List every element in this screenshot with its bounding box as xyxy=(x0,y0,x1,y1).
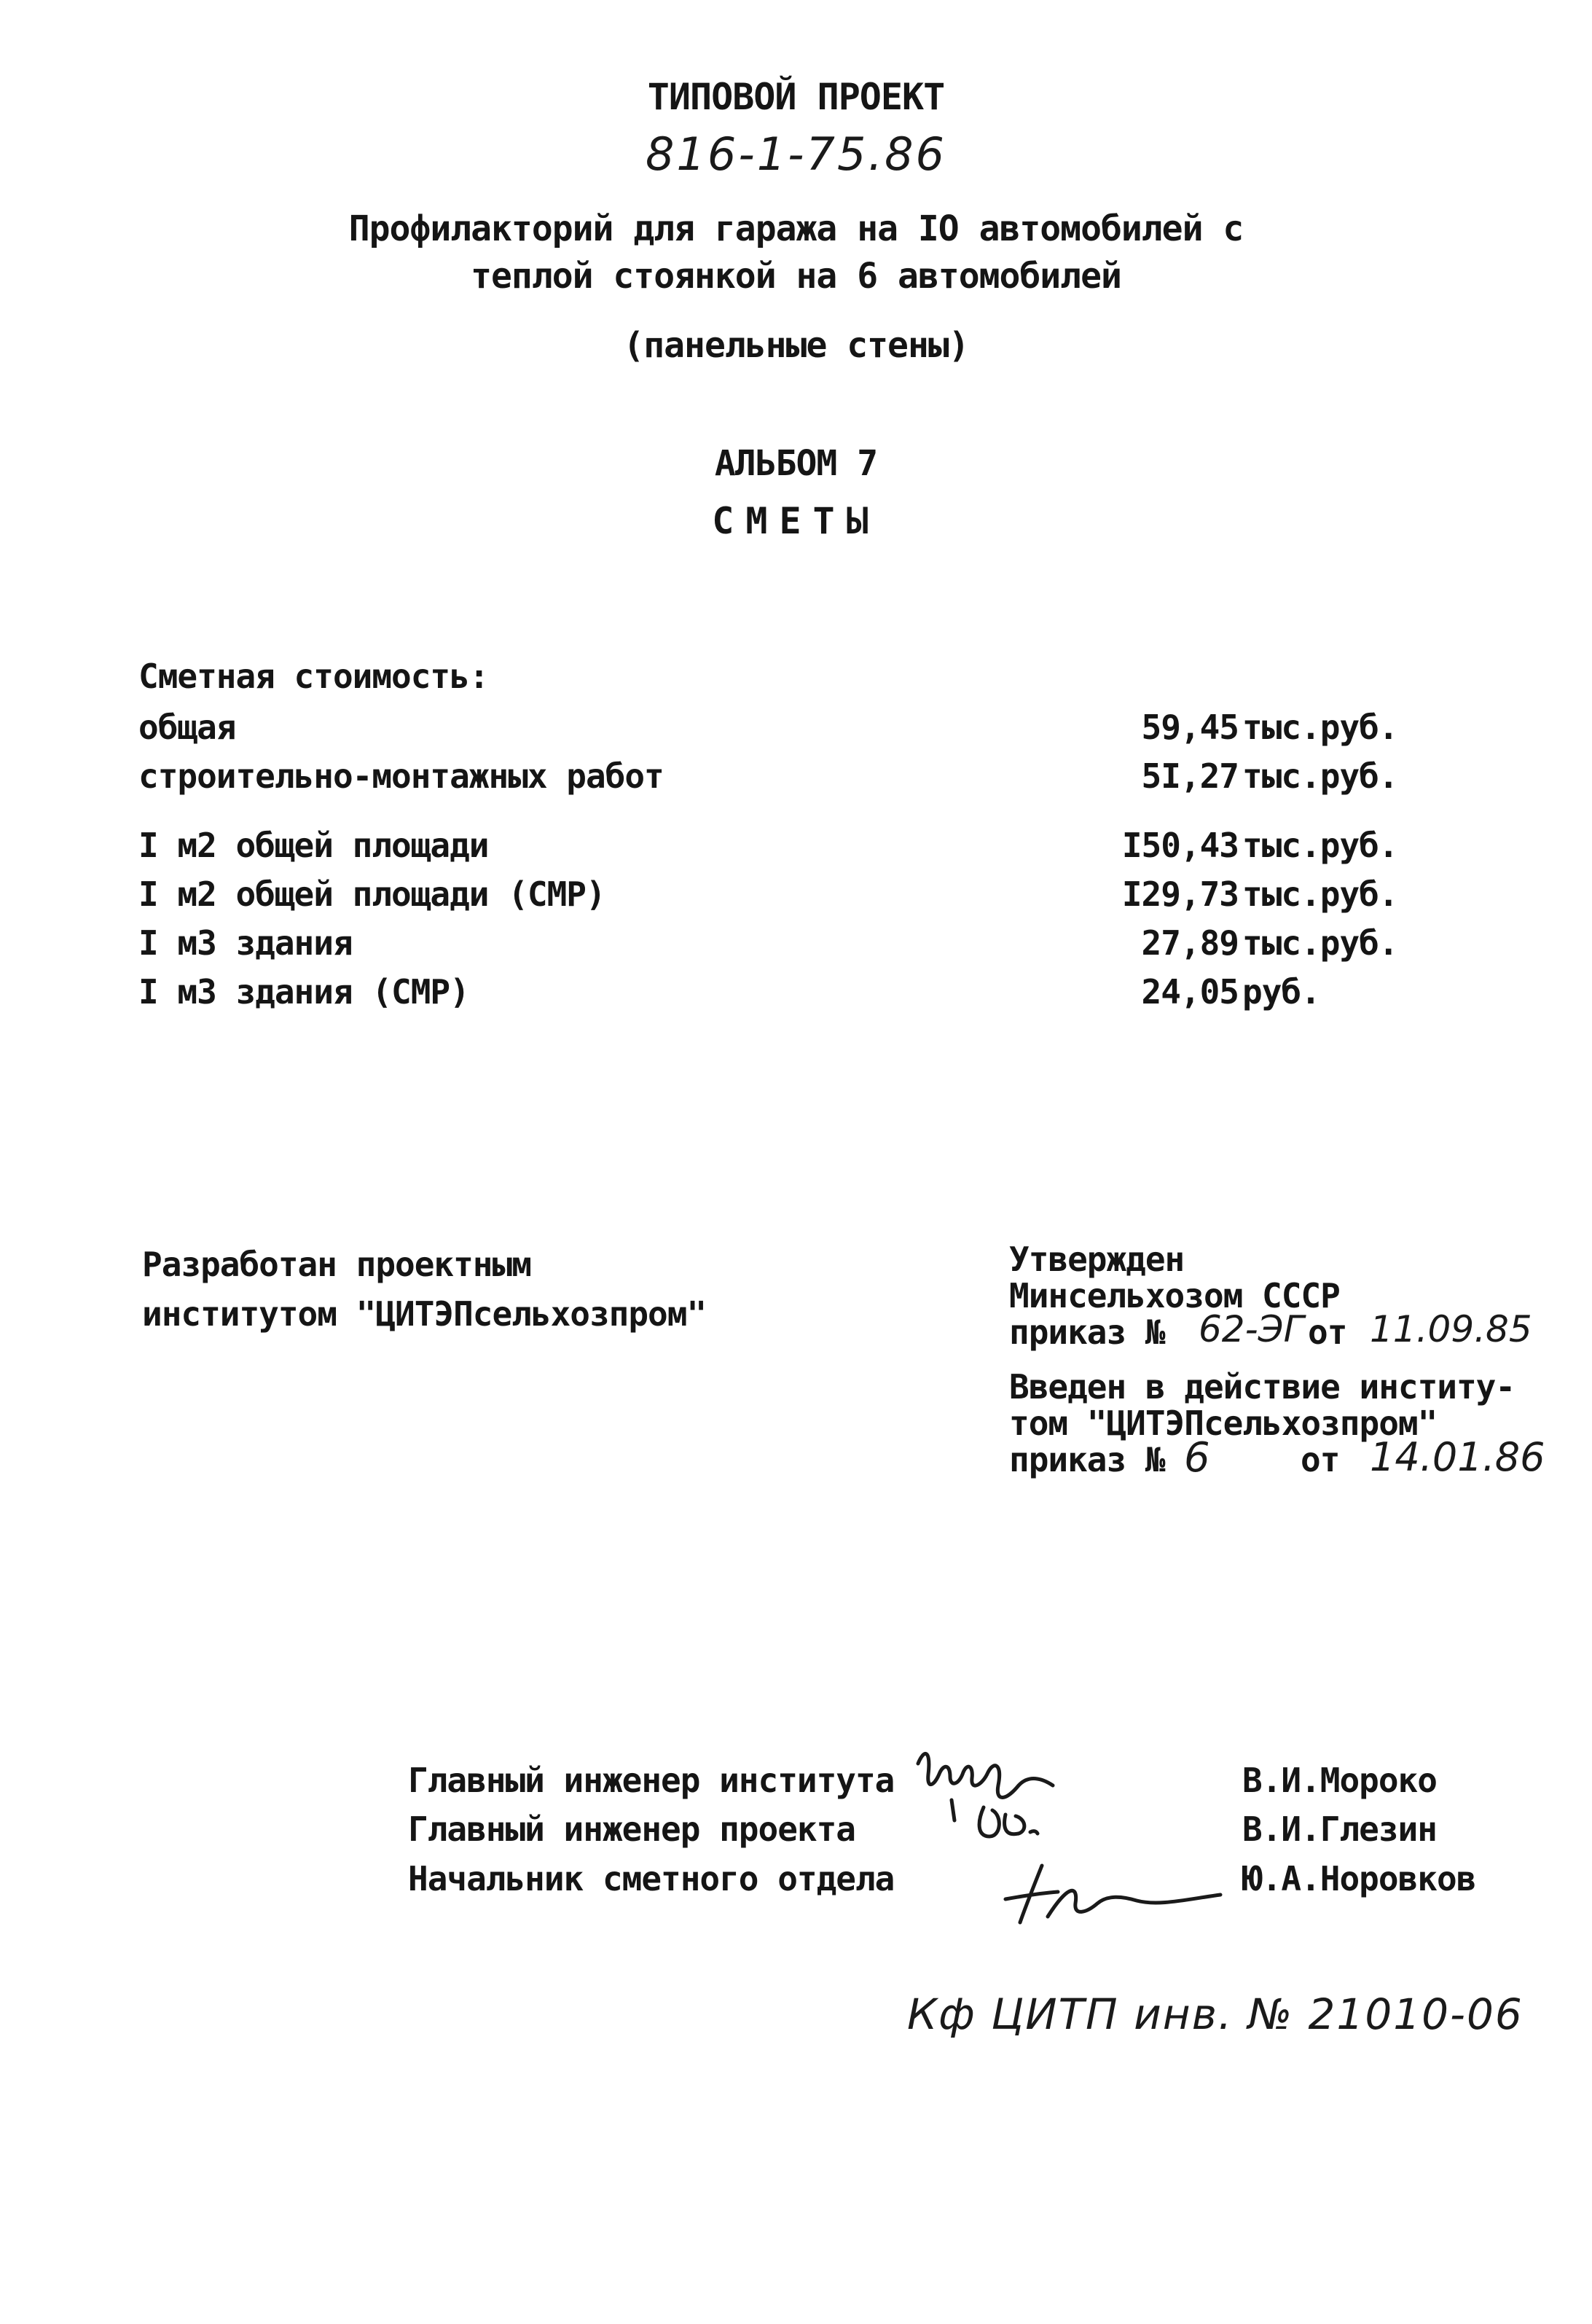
approval-from-label: от xyxy=(1308,1312,1347,1352)
cost-row xyxy=(138,756,1421,800)
cost-row-label: общая xyxy=(138,708,236,747)
cost-row-value: 24,05 xyxy=(1141,972,1239,1012)
handwritten-signatures xyxy=(896,1734,1253,1968)
introduction-date: 14.01.86 xyxy=(1370,1434,1545,1480)
cost-row-value: 27,89 xyxy=(1141,923,1239,963)
developer-line-1: Разработан проектным xyxy=(142,1245,531,1284)
cost-row-unit: тыс.руб. xyxy=(1242,826,1398,865)
cost-row-value: I29,73 xyxy=(1121,875,1239,914)
cost-row-label: I м3 здания (СМР) xyxy=(138,972,469,1012)
introduction-order-prefix: приказ № xyxy=(1009,1440,1165,1479)
approval-order-prefix: приказ № xyxy=(1009,1312,1165,1352)
signature-title: Главный инженер института xyxy=(408,1761,895,1800)
cost-row-unit: руб. xyxy=(1242,972,1320,1012)
cost-row-label: I м2 общей площади (СМР) xyxy=(138,875,605,914)
document-header-title: ТИПОВОЙ ПРОЕКТ xyxy=(647,76,945,118)
introduction-order-number: 6 xyxy=(1184,1434,1210,1482)
project-title-line-1: Профилакторий для гаража на IO автомобилей с xyxy=(348,208,1244,249)
approval-line-1: Утвержден xyxy=(1009,1240,1185,1279)
cost-row xyxy=(138,708,1421,751)
introduction-from-label: от xyxy=(1301,1440,1340,1479)
cost-row-label: I м3 здания xyxy=(138,923,353,963)
cost-row-unit: тыс.руб. xyxy=(1242,756,1398,796)
project-title-line-2: теплой стоянкой на 6 автомобилей xyxy=(471,256,1121,297)
project-number: 816-1-75.86 xyxy=(645,128,947,181)
cost-row-unit: тыс.руб. xyxy=(1242,708,1398,747)
introduction-line-1: Введен в действие институ- xyxy=(1009,1367,1515,1406)
cost-row xyxy=(138,972,1421,1016)
section-title: СМЕТЫ xyxy=(712,500,880,542)
signature-name: В.И.Мороко xyxy=(1242,1761,1437,1800)
cost-row-label: I м2 общей площади xyxy=(138,826,489,865)
signature-title: Начальник сметного отдела xyxy=(408,1859,895,1898)
cost-row-value: 5I,27 xyxy=(1141,756,1239,796)
project-title-line-3: (панельные стены) xyxy=(623,325,969,366)
developer-line-2: институтом "ЦИТЭПсельхозпром" xyxy=(142,1294,707,1334)
signature-title: Главный инженер проекта xyxy=(408,1809,855,1849)
cost-row xyxy=(138,877,1421,918)
cost-row-unit: тыс.руб. xyxy=(1242,875,1398,914)
album-label: АЛЬБОМ 7 xyxy=(714,443,878,484)
approval-date: 11.09.85 xyxy=(1370,1308,1532,1350)
approval-line-2: Минсельхозом СССР xyxy=(1009,1276,1340,1315)
cost-row xyxy=(138,923,1421,967)
signature-row xyxy=(0,1809,1592,1856)
signature-name: В.И.Глезин xyxy=(1242,1809,1437,1849)
inventory-note: Кф ЦИТП инв. № 21010-06 xyxy=(907,1990,1524,2039)
cost-row-label: строительно-монтажных работ xyxy=(138,756,664,796)
approval-order-number: 62-ЭГ xyxy=(1199,1308,1304,1350)
cost-row-value: 59,45 xyxy=(1141,708,1239,747)
cost-heading: Сметная стоимость: xyxy=(138,657,489,696)
signature-row xyxy=(0,1859,1592,1906)
cost-row-unit: тыс.руб. xyxy=(1242,923,1398,963)
signature-row xyxy=(0,1761,1592,1807)
signature-name: Ю.А.Норовков xyxy=(1242,1859,1476,1898)
cost-row xyxy=(138,826,1421,869)
cost-row-value: I50,43 xyxy=(1121,826,1239,865)
introduction-line-2: том "ЦИТЭПсельхозпром" xyxy=(1009,1404,1438,1443)
